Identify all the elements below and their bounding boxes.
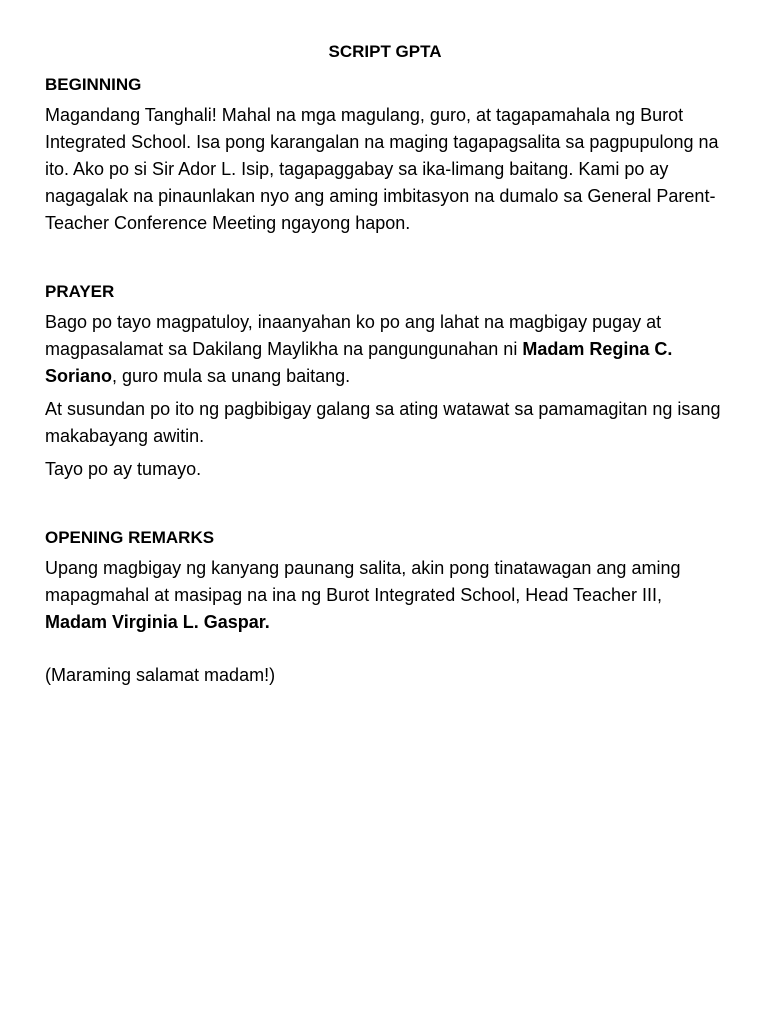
- prayer-paragraph-3: Tayo po ay tumayo.: [45, 459, 202, 479]
- document-title: SCRIPT GPTA: [328, 42, 442, 61]
- prayer-paragraph-1: [45, 309, 725, 390]
- section-heading-beginning: BEGINNING: [45, 75, 142, 94]
- section-spacer: [45, 489, 725, 525]
- prayer-text-after: , guro mula sa unang baitang.: [112, 366, 351, 386]
- section-heading-opening-remarks: OPENING REMARKS: [45, 528, 215, 547]
- opening-remarks-speaker-name: Madam Virginia L. Gaspar.: [45, 612, 270, 632]
- document-content: [45, 38, 725, 695]
- prayer-text-before: Bago po tayo magpatuloy, inaanyahan ko po ang lahat na magbigay pugay at magpasalamat sa Dakilang Maylikha na pangungunahan ni: [45, 312, 662, 359]
- paragraph-spacer: [45, 642, 725, 662]
- section-heading-prayer: PRAYER: [45, 282, 115, 301]
- prayer-paragraph-2: At susundan po ito ng pagbibigay galang sa ating watawat sa pamamagitan ng isang makabayang awitin.: [45, 399, 721, 446]
- opening-remarks-text-before: Upang magbigay ng kanyang paunang salita, akin pong tinatawagan ang aming mapagmahal at masipag na ina ng Burot Integrated School, Head Teacher III,: [45, 558, 681, 605]
- section-spacer: [45, 243, 725, 279]
- opening-remarks-paragraph-1: [45, 555, 725, 636]
- beginning-paragraph: Magandang Tanghali! Mahal na mga magulang, guro, at tagapamahala ng Burot Integrated School. Isa pong karangalan na maging tagapagsalita sa pagpupulong na ito. Ako po si Sir Ador L. Isip, tagapaggabay sa ika-limang baitang. Kami po ay nagagalak na pinaunlakan nyo ang aming imbitasyon na dumalo sa General Parent-Teacher Conference Meeting ngayong hapon.: [45, 105, 719, 233]
- prayer-leader-name: Madam Regina C. Soriano: [45, 339, 673, 386]
- opening-remarks-paragraph-2: (Maraming salamat madam!): [45, 665, 276, 685]
